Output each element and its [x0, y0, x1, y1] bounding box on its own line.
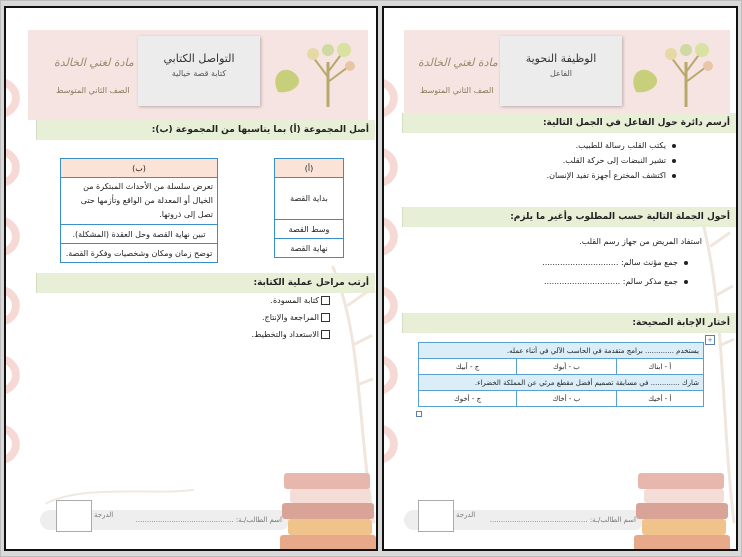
group-a-header: (أ) — [275, 159, 344, 178]
subject-label: مادة لغتي الخالدة — [54, 56, 134, 69]
base-sentence: استفاد المريض من جهاز رسم القلب. — [579, 237, 702, 246]
table-move-handle-icon[interactable]: + — [705, 335, 715, 345]
table-resize-handle-icon[interactable] — [416, 411, 422, 417]
mcq-question: يستخدم ............. برامج متقدمة في الحاسب الآلي في أثناء عمله. — [419, 343, 704, 359]
group-b-item: تبين نهاية القصة وحل العقدة (المشكلة). — [61, 225, 218, 244]
checkbox[interactable] — [321, 313, 330, 322]
lesson-subtitle: الفاعل — [550, 69, 572, 78]
tree-logo-icon — [268, 32, 358, 112]
q2-heading: أحول الجملة التالية حسب المطلوب وأغير ما يلزم: — [402, 207, 736, 227]
right-page — [382, 6, 738, 551]
group-a-table — [274, 158, 344, 258]
group-b-table — [60, 158, 218, 263]
group-a-item: وسط القصة — [275, 220, 344, 239]
checklist-item[interactable] — [251, 296, 330, 305]
checkbox[interactable] — [321, 330, 330, 339]
mcq-table — [418, 342, 704, 407]
list-item: يكتب القلب رسالة للطبيب. — [547, 141, 676, 150]
lesson-subtitle: كتابة قصة خيالية — [171, 69, 227, 78]
score-label: الدرجة — [94, 511, 114, 519]
checklist-item-label: كتابة المسودة. — [270, 296, 319, 305]
lesson-title: التواصل الكتابي — [163, 52, 235, 65]
q3-heading: أختار الإجابة الصحيحة: — [402, 313, 736, 333]
list-item: اكتشف المخترع أجهزة تفيد الإنسان. — [547, 171, 676, 180]
group-b-item: توضح زمان ومكان وشخصيات وفكرة القصة. — [61, 244, 218, 263]
list-item: تشير النبضات إلى حركة القلب. — [547, 156, 676, 165]
mcq-option[interactable]: ب - أخاك — [517, 391, 617, 407]
checkbox[interactable] — [321, 296, 330, 305]
score-box[interactable] — [56, 500, 92, 532]
tree-logo-icon — [626, 32, 716, 112]
checklist-item[interactable] — [251, 330, 330, 339]
group-b-header: (ب) — [61, 159, 218, 178]
group-b-item: تعرض سلسلة من الأحداث المبتكرة من الخيال أو المعدلة من الواقع وتأزمها حتى تصل إلى ذروتها. — [61, 178, 218, 225]
mcq-option[interactable]: ج - أبيك — [419, 359, 517, 375]
list-item[interactable]: جمع مؤنث سالم: .............................. — [542, 258, 688, 267]
q2-heading: أرتب مراحل عملية الكتابة: — [36, 273, 375, 293]
books-icon — [632, 463, 732, 551]
list-item[interactable]: جمع مذكر سالم: .............................. — [542, 277, 688, 286]
books-icon — [278, 463, 378, 551]
mcq-option[interactable]: أ - ابناك — [616, 359, 703, 375]
checklist-item-label: المراجعة والإنتاج. — [262, 313, 319, 322]
subject-label: مادة لغتي الخالدة — [418, 56, 498, 69]
left-page — [4, 6, 378, 551]
student-name-field[interactable]: اسم الطالب/ـة: ............................................ — [40, 510, 290, 530]
score-label: الدرجة — [456, 511, 476, 519]
q1-heading: أصل المجموعة (أ) بما يناسبها من المجموعة (ب): — [36, 120, 375, 140]
writing-steps-list — [251, 296, 330, 347]
lesson-title: الوظيفة النحوية — [525, 52, 597, 65]
lesson-title-card — [500, 36, 622, 106]
subject-sentences-list — [547, 141, 676, 186]
checklist-item-label: الاستعداد والتخطيط. — [251, 330, 319, 339]
student-name-field[interactable]: اسم الطالب/ـة: ............................................ — [404, 510, 644, 530]
transform-list — [542, 258, 688, 292]
mcq-option[interactable]: ب - أبوك — [517, 359, 617, 375]
mcq-option[interactable]: ج - أخوك — [419, 391, 517, 407]
score-box[interactable] — [418, 500, 454, 532]
mcq-question: شارك ............. في مسابقة تصميم أفضل مقطع مرئي عن المملكة الخضراء. — [419, 375, 704, 391]
lesson-title-card — [138, 36, 260, 106]
grade-label: الصف الثاني المتوسط — [420, 86, 494, 95]
group-a-item: نهاية القصة — [275, 239, 344, 258]
mcq-option[interactable]: أ - أخيك — [616, 391, 703, 407]
checklist-item[interactable] — [251, 313, 330, 322]
grade-label: الصف الثاني المتوسط — [56, 86, 130, 95]
group-a-item: بداية القصة — [275, 178, 344, 220]
q1-heading: أرسم دائرة حول الفاعل في الجمل التالية: — [402, 113, 736, 133]
